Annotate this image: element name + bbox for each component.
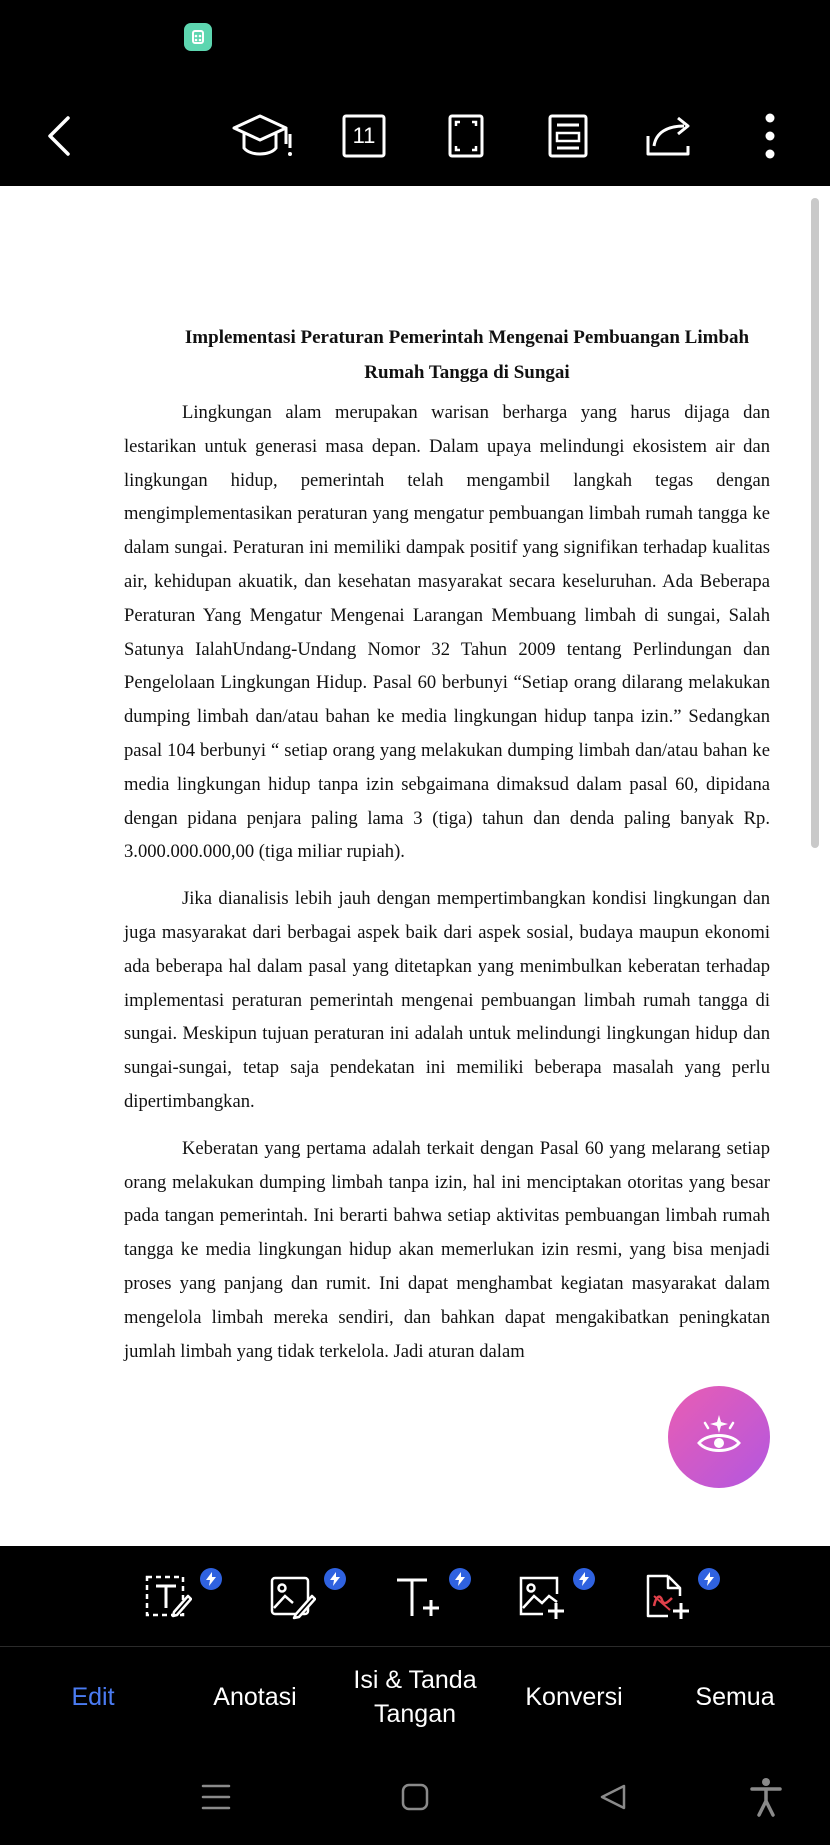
tab-anotasi[interactable]: Anotasi <box>213 1683 297 1711</box>
document-title: Implementasi Peraturan Pemerintah Mengenai Pembuangan Limbah Rumah Tangga di Sungai <box>184 327 750 383</box>
page-number-icon[interactable] <box>332 104 396 168</box>
tab-edit[interactable]: Edit <box>71 1683 115 1711</box>
ai-assistant-button[interactable] <box>668 1386 770 1488</box>
add-image-tool[interactable] <box>517 1572 569 1624</box>
lightning-badge-icon <box>449 1568 471 1590</box>
system-nav-bar <box>0 1747 830 1845</box>
edit-image-tool[interactable] <box>268 1572 320 1624</box>
top-toolbar <box>0 90 830 186</box>
back-icon[interactable] <box>593 1777 633 1817</box>
home-icon[interactable] <box>395 1777 435 1817</box>
share-icon[interactable] <box>637 104 701 168</box>
add-image-icon <box>517 1572 565 1620</box>
document-page <box>124 320 770 1381</box>
add-text-icon <box>393 1572 441 1620</box>
app-notification-icon <box>184 23 212 51</box>
status-bar <box>0 0 830 90</box>
tab-konversi[interactable]: Konversi <box>525 1683 623 1711</box>
add-text-tool[interactable] <box>393 1572 445 1624</box>
edit-image-icon <box>268 1572 316 1620</box>
paragraph-3: Keberatan yang pertama adalah terkait dengan Pasal 60 yang melarang setiap orang melakukan dumping limbah tanpa izin, hal ini menciptakan otoritas yang besar pada tangan pemerintah. Ini berarti bahwa setiap aktivitas pembuangan limbah rumah tangga ke media lingkungan hidup akan memerlukan izin resmi, yang bisa menjadi proses yang panjang dan rumit. Ini dapat menghambat kegiatan masyarakat dalam mengelola limbah mereka sendiri, dan bahkan dapat mengakibatkan peningkatan jumlah limbah yang tidak terkelola. Jadi aturan dalam <box>124 1137 770 1362</box>
page-number-label: 11 <box>352 123 376 148</box>
add-signature-icon <box>642 1572 690 1620</box>
scrollbar[interactable] <box>811 198 819 848</box>
tab-isi-tanda-tangan[interactable]: Isi & Tanda Tangan <box>353 1666 477 1728</box>
more-options-icon[interactable] <box>738 104 802 168</box>
graduation-cap-icon[interactable] <box>230 104 294 168</box>
document-view[interactable] <box>0 186 830 1546</box>
paragraph-2: Jika dianalisis lebih jauh dengan mempertimbangkan kondisi lingkungan dan juga masyarakat dari berbagai aspek baik dari aspek sosial, budaya maupun ekonomi ada beberapa hal dalam pasal yang ditetapkan yang menimbulkan keberatan terhadap implementasi peraturan pemerintah mengenai pembuangan limbah rumah tangga di sungai. Meskipun tujuan peraturan ini adalah untuk melindungi lingkungan hidup dan sungai-sungai, tetap saja pendekatan ini memiliki beberapa masalah yang perlu dipertimbangkan. <box>124 888 770 1112</box>
lightning-badge-icon <box>200 1568 222 1590</box>
recent-apps-icon[interactable] <box>196 1777 236 1817</box>
tools-bar <box>0 1546 830 1647</box>
fullscreen-icon[interactable] <box>434 104 498 168</box>
back-arrow-icon[interactable] <box>28 104 92 168</box>
bottom-tab-bar <box>0 1647 830 1747</box>
add-signature-tool[interactable] <box>642 1572 694 1624</box>
edit-text-tool[interactable] <box>144 1572 196 1624</box>
accessibility-icon[interactable] <box>746 1777 786 1817</box>
lightning-badge-icon <box>324 1568 346 1590</box>
edit-text-icon <box>144 1572 192 1620</box>
ai-eye-sparkle-icon <box>693 1411 745 1463</box>
paragraph-1: Lingkungan alam merupakan warisan berharga yang harus dijaga dan lestarikan untuk generasi masa depan. Dalam upaya melindungi ekosistem air dan lingkungan hidup, pemerintah telah mengambil langkah tegas dengan mengimplementasikan peraturan yang mengatur pembuangan limbah rumah tangga ke dalam sungai. Peraturan ini memiliki dampak positif yang signifikan terhadap kualitas air, kehidupan akuatik, dan kesehatan masyarakat secara keseluruhan. Ada Beberapa Peraturan Yang Mengatur Mengenai Larangan Membuang limbah di sungai, Salah Satunya IalahUndang-Undang Nomor 32 Tahun 2009 tentang Perlindungan dan Pengelolaan Lingkungan Hidup. Pasal 60 berbunyi “Setiap orang dilarang melakukan dumping limbah dan/atau bahan ke media lingkungan hidup tanpa izin.” Sedangkan pasal 104 berbunyi “ setiap orang yang melakukan dumping limbah dan/atau bahan ke media lingkungan hidup tanpa izin sebgaimana dimaksud dalam pasal 60, dipidana dengan pidana penjara paling lama 3 (tiga) tahun dan denda paling banyak Rp. 3.000.000.000,00 (tiga miliar rupiah). <box>124 402 770 863</box>
lightning-badge-icon <box>573 1568 595 1590</box>
reading-mode-icon[interactable] <box>536 104 600 168</box>
tab-semua[interactable]: Semua <box>695 1683 775 1711</box>
lightning-badge-icon <box>698 1568 720 1590</box>
